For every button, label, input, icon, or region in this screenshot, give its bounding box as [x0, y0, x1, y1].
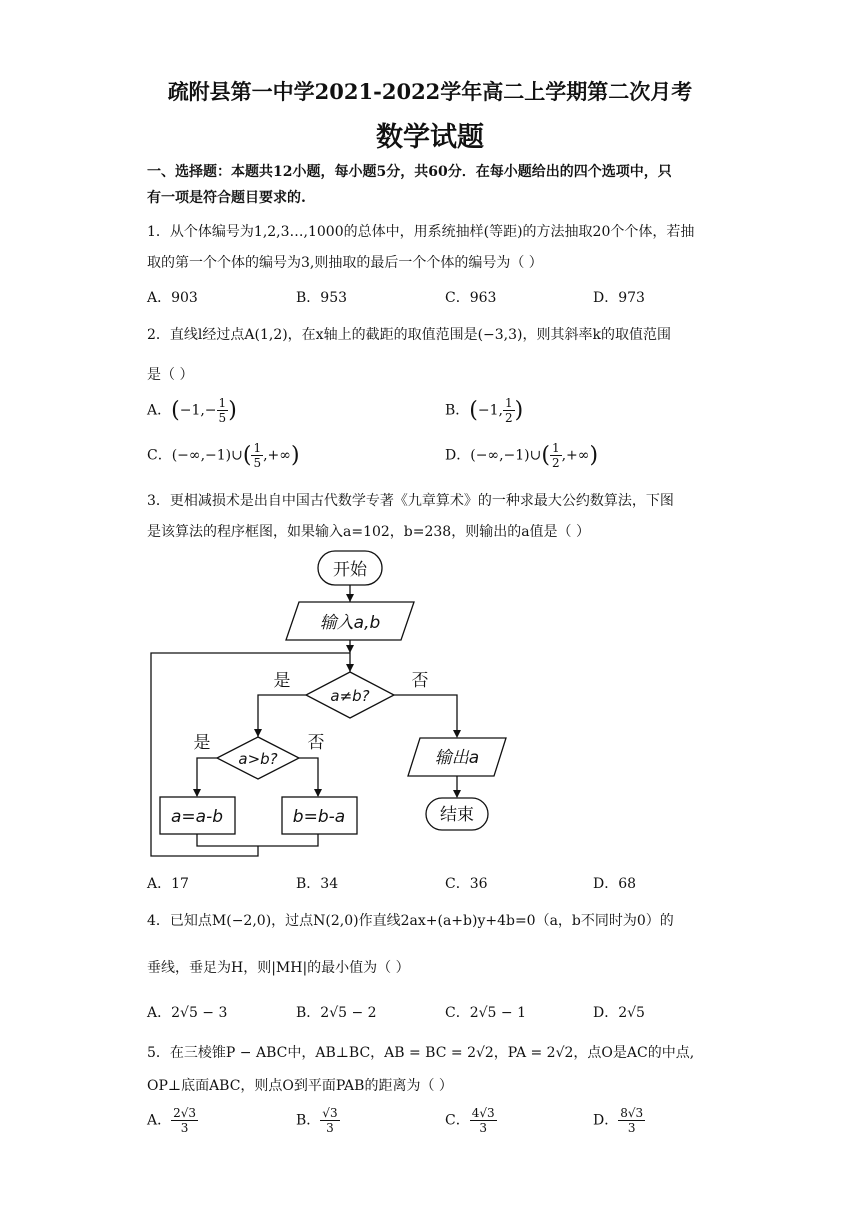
- q2-option-d: D．(−∞,−1)∪( $\frac{1}{2}$ ,+∞): [445, 441, 599, 470]
- q2-option-a: A．(−1,− $\frac{1}{5}$ ): [147, 396, 237, 425]
- flow-start-label: 开始: [333, 560, 367, 580]
- q5-option-c: C． $\frac{4√3}{3}$: [445, 1106, 495, 1135]
- q5-stem-line2: OP⊥底面ABC，则点O到平面PAB的距离为（ ）: [147, 1078, 453, 1094]
- q5-option-d: D． $\frac{8√3}{3}$: [593, 1106, 644, 1135]
- flow-yes1-label: 是: [273, 671, 291, 691]
- exam-subtitle: 数学试题: [376, 122, 484, 153]
- q5-option-b: B． $\frac{√3}{3}$: [296, 1106, 338, 1135]
- flow-end-label: 结束: [440, 805, 474, 825]
- q4-option-c: C．2√5 − 1: [445, 1005, 526, 1021]
- flow-input-label: 输入a,b: [319, 613, 381, 633]
- q4-option-b: B．2√5 − 2: [296, 1005, 377, 1021]
- q1-stem-line1: 1．从个体编号为1,2,3…,1000的总体中，用系统抽样(等距)的方法抽取20个个体，若抽: [147, 224, 695, 240]
- q3-option-b: B．34: [296, 876, 339, 892]
- q1-option-b: B．953: [296, 290, 348, 306]
- q2-stem-line2: 是（ ）: [147, 367, 194, 383]
- flow-output-label: 输出a: [434, 748, 480, 768]
- q2-stem-line1: 2．直线l经过点A(1,2)，在x轴上的截距的取值范围是(−3,3)，则其斜率k的取值范围: [147, 327, 671, 343]
- q4-stem-line1: 4．已知点M(−2,0)，过点N(2,0)作直线2ax+(a+b)y+4b=0（a，b不同时为0）的: [147, 913, 674, 929]
- q1-option-c: C．963: [445, 290, 497, 306]
- flow-yes2-label: 是: [193, 733, 211, 753]
- flow-no1-label: 否: [411, 671, 429, 691]
- exam-title: 疏附县第一中学2021-2022学年高二上学期第二次月考: [167, 79, 693, 104]
- q3-option-c: C．36: [445, 876, 488, 892]
- flow-decision2-label: a>b?: [238, 750, 278, 768]
- q5-stem-line1: 5．在三棱锥P − ABC中，AB⊥BC，AB = BC = 2√2，PA = 2√2，点O是AC的中点,: [147, 1045, 695, 1061]
- q2-option-c: C．(−∞,−1)∪( $\frac{1}{5}$ ,+∞): [147, 441, 300, 470]
- q5-option-a: A． $\frac{2√3}{3}$: [147, 1106, 197, 1135]
- q3-stem-line1: 3．更相减损术是出自中国古代数学专著《九章算术》的一种求最大公约数算法，下图: [147, 493, 674, 509]
- q2-option-b: B．(−1, $\frac{1}{2}$ ): [445, 396, 524, 425]
- flow-no2-label: 否: [307, 733, 325, 753]
- q4-option-a: A．2√5 − 3: [147, 1005, 228, 1021]
- section-heading-line2: 有一项是符合题目要求的.: [147, 190, 306, 206]
- q3-stem-line2: 是该算法的程序框图，如果输入a=102，b=238，则输出的a值是（ ）: [147, 524, 591, 540]
- flow-box-left-label: a=a-b: [170, 807, 224, 827]
- q3-option-a: A．17: [147, 876, 189, 892]
- q3-option-d: D．68: [593, 876, 637, 892]
- q4-option-d: D．2√5: [593, 1005, 645, 1021]
- flow-decision1-label: a≠b?: [330, 687, 370, 705]
- q1-option-d: D．973: [593, 290, 645, 306]
- q4-stem-line2: 垂线，垂足为H，则|MH|的最小值为（ ）: [147, 960, 410, 976]
- flow-box-right-label: b=b-a: [292, 807, 346, 827]
- q1-stem-line2: 取的第一个个体的编号为3,则抽取的最后一个个体的编号为（ ）: [147, 255, 543, 271]
- section-heading-line1: 一、选择题：本题共12小题，每小题5分，共60分．在每小题给出的四个选项中，只: [147, 164, 672, 180]
- q1-option-a: A．903: [147, 290, 198, 306]
